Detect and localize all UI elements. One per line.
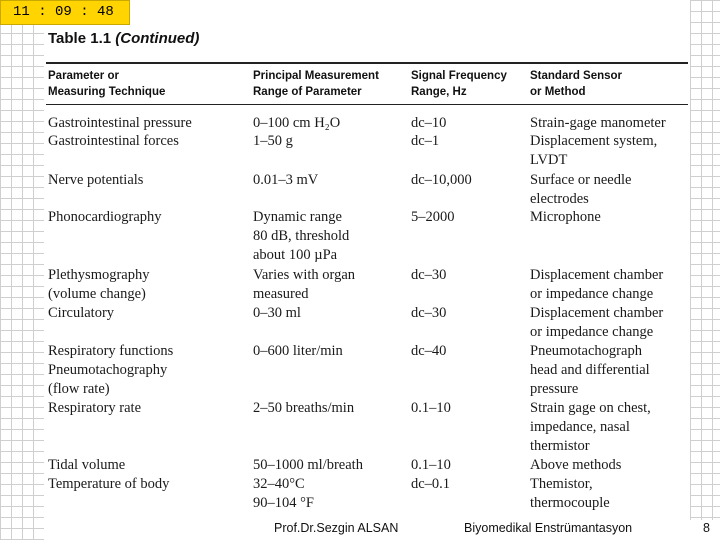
row-3-frequency: 5–2000 [411, 209, 455, 225]
row-9-parameter: Temperature of body [48, 476, 170, 492]
left-grid-background [0, 0, 44, 540]
footer-course: Biyomedikal Enstrümantasyon [464, 521, 633, 535]
header-parameter: Parameter or Measuring Technique [48, 70, 166, 98]
row-9-frequency: dc–0.1 [411, 476, 451, 492]
row-8-parameter: Tidal volume [48, 457, 126, 473]
row-3-sensor: Microphone [530, 209, 601, 225]
row-6-sensor: Pneumotachograph head and differential pressure [530, 343, 650, 397]
row-9-range: 32–40°C 90–104 °F [253, 476, 314, 511]
row-7-parameter: Respiratory rate [48, 400, 142, 416]
row-5-range: 0–30 ml [253, 305, 301, 321]
header-range: Principal Measurement Range of Parameter [253, 70, 379, 98]
right-grid-background [690, 0, 720, 520]
row-5-parameter: Circulatory [48, 305, 115, 321]
row-1-frequency: dc–1 [411, 133, 440, 149]
row-7-range: 2–50 breaths/min [253, 400, 355, 416]
header-frequency: Signal Frequency Range, Hz [411, 70, 507, 98]
footer-page-number: 8 [703, 521, 710, 535]
row-0-parameter: Gastrointestinal pressure [48, 115, 192, 131]
row-1-parameter: Gastrointestinal forces [48, 133, 179, 149]
row-2-sensor: Surface or needle electrodes [530, 172, 632, 207]
row-8-frequency: 0.1–10 [411, 457, 451, 473]
row-5-sensor: Displacement chamber or impedance change [530, 305, 664, 340]
row-6-frequency: dc–40 [411, 343, 447, 359]
table-title [48, 30, 199, 47]
row-8-range: 50–1000 ml/breath [253, 457, 363, 473]
row-6-range: 0–600 liter/min [253, 343, 343, 359]
row-6-parameter: Respiratory functions Pneumotachography (flow rate) [48, 343, 174, 397]
row-4-parameter: Plethysmography (volume change) [48, 267, 150, 302]
table-title-main: Table 1.1 [48, 30, 112, 47]
row-3-parameter: Phonocardiography [48, 209, 162, 225]
row-0-frequency: dc–10 [411, 115, 447, 131]
row-2-frequency: dc–10,000 [411, 172, 472, 188]
row-4-sensor: Displacement chamber or impedance change [530, 267, 664, 302]
row-4-frequency: dc–30 [411, 267, 447, 283]
header-sensor: Standard Sensor or Method [530, 70, 623, 98]
table-top-rule [46, 62, 688, 64]
row-7-frequency: 0.1–10 [411, 400, 451, 416]
row-2-parameter: Nerve potentials [48, 172, 144, 188]
table-title-suffix: (Continued) [115, 30, 200, 47]
row-0-range: 0–100 cm H₂O [253, 115, 341, 131]
row-3-range: Dynamic range 80 dB, threshold about 100 µPa [253, 209, 350, 263]
row-0-sensor: Strain-gage manometer [530, 115, 666, 131]
row-1-range: 1–50 g [253, 133, 293, 149]
row-1-sensor: Displacement system, LVDT [530, 133, 658, 168]
row-7-sensor: Strain gage on chest, impedance, nasal thermistor [530, 400, 651, 454]
timer-badge: 11 : 09 : 48 [0, 0, 130, 25]
row-8-sensor: Above methods [530, 457, 622, 473]
table-header-rule [46, 104, 688, 105]
row-2-range: 0.01–3 mV [253, 172, 319, 188]
footer-author: Prof.Dr.Sezgin ALSAN [274, 521, 399, 535]
row-4-range: Varies with organ measured [253, 267, 356, 302]
row-5-frequency: dc–30 [411, 305, 447, 321]
row-9-sensor: Themistor, thermocouple [530, 476, 610, 511]
